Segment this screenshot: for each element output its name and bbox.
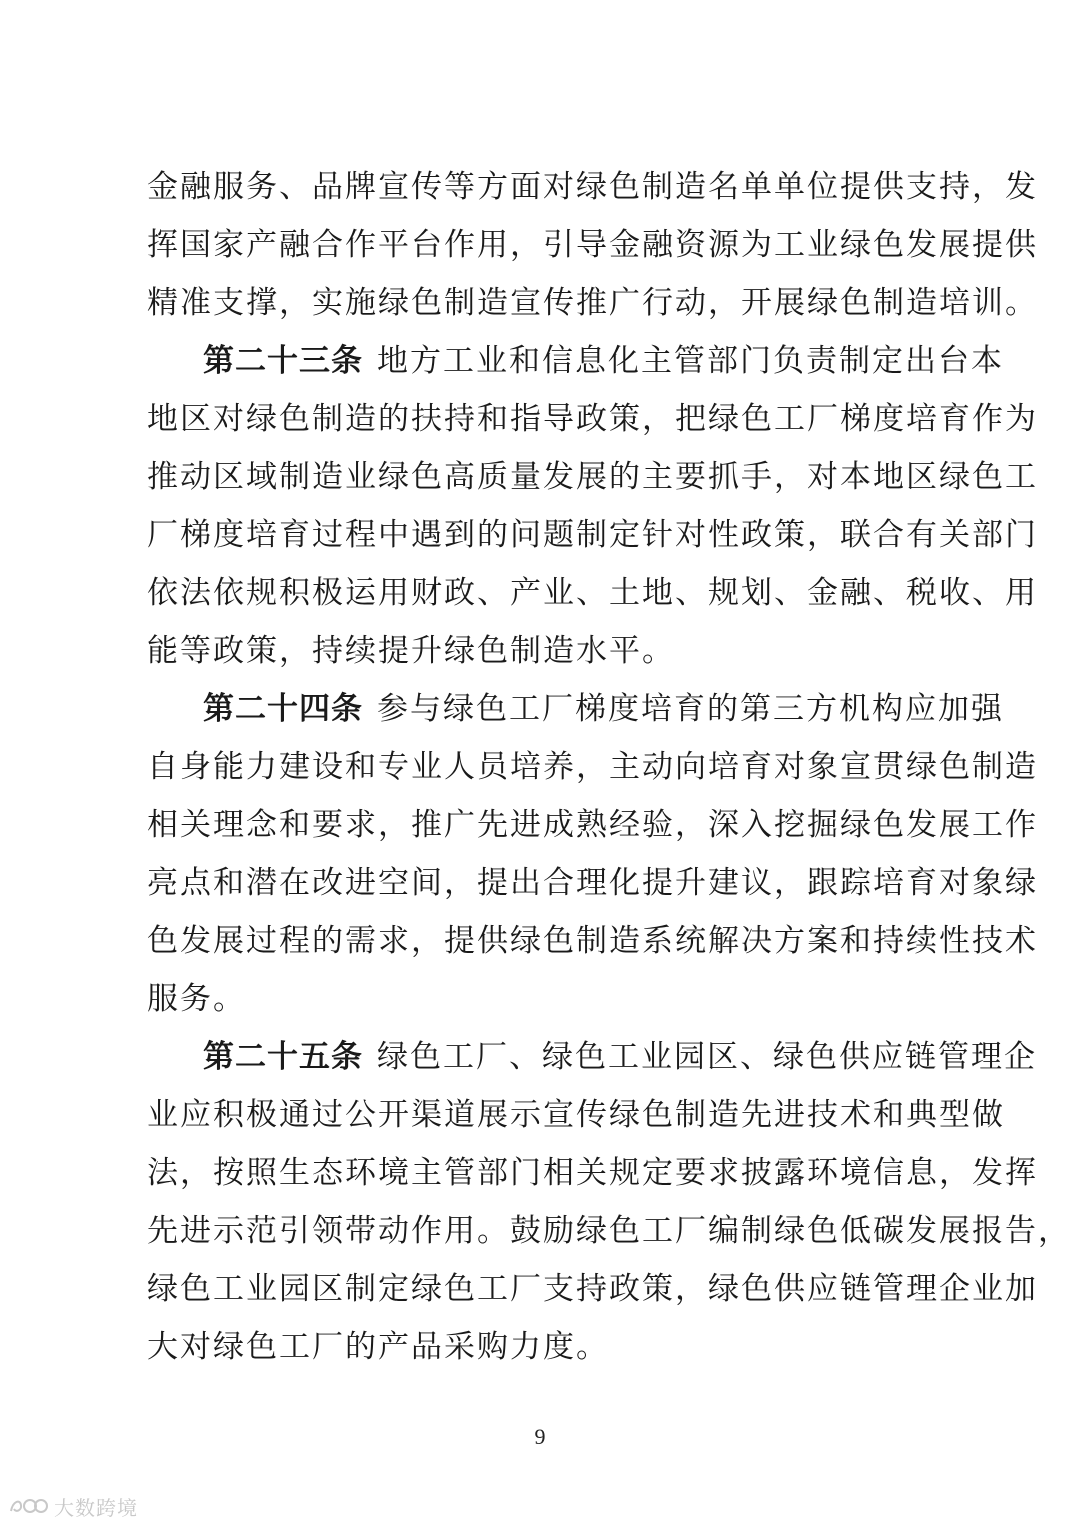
article-number: 第二十四条 bbox=[203, 691, 363, 727]
body-line bbox=[147, 1260, 1038, 1318]
body-line bbox=[147, 274, 1038, 332]
line-text: 色发展过程的需求，提供绿色制造系统解决方案和持续性技术 bbox=[147, 923, 1038, 959]
article-heading-line bbox=[147, 332, 1004, 390]
line-text: 挥国家产融合作平台作用，引导金融资源为工业绿色发展提供 bbox=[147, 227, 1038, 263]
article-heading-line bbox=[147, 1028, 1037, 1086]
line-text: 亮点和潜在改进空间，提出合理化提升建议，跟踪培育对象绿 bbox=[147, 865, 1038, 901]
line-text: 地区对绿色制造的扶持和指导政策，把绿色工厂梯度培育作为 bbox=[147, 401, 1038, 437]
body-line bbox=[147, 216, 1038, 274]
line-text: 服务。 bbox=[147, 981, 246, 1017]
body-line bbox=[147, 738, 1038, 796]
article-number: 第二十三条 bbox=[203, 343, 363, 379]
line-text: 自身能力建设和专业人员培养，主动向培育对象宣贯绿色制造 bbox=[147, 749, 1038, 785]
line-text: 先进示范引领带动作用。鼓励绿色工厂编制绿色低碳发展报告， bbox=[147, 1213, 1071, 1249]
line-text: 厂梯度培育过程中遇到的问题制定针对性政策，联合有关部门 bbox=[147, 517, 1038, 553]
brand-logo-icon bbox=[8, 1495, 48, 1517]
line-text: 相关理念和要求，推广先进成熟经验，深入挖掘绿色发展工作 bbox=[147, 807, 1038, 843]
line-text: 法，按照生态环境主管部门相关规定要求披露环境信息，发挥 bbox=[147, 1155, 1038, 1191]
body-line bbox=[147, 1144, 1038, 1202]
body-line bbox=[147, 1086, 1005, 1144]
line-text: 绿色工业园区制定绿色工厂支持政策，绿色供应链管理企业加 bbox=[147, 1271, 1038, 1307]
body-line bbox=[147, 622, 937, 680]
line-text: 依法依规积极运用财政、产业、土地、规划、金融、税收、用 bbox=[147, 575, 1038, 611]
body-line bbox=[147, 158, 1038, 216]
line-text: 参与绿色工厂梯度培育的第三方机构应加强 bbox=[377, 691, 1004, 727]
line-text: 推动区域制造业绿色高质量发展的主要抓手，对本地区绿色工 bbox=[147, 459, 1038, 495]
line-text: 地方工业和信息化主管部门负责制定出台本 bbox=[377, 343, 1004, 379]
line-text: 金融服务、品牌宣传等方面对绿色制造名单单位提供支持，发 bbox=[147, 169, 1038, 205]
body-line bbox=[147, 970, 937, 1028]
body-line bbox=[147, 390, 1038, 448]
body-line bbox=[147, 448, 1038, 506]
line-text: 绿色工厂、绿色工业园区、绿色供应链管理企 bbox=[377, 1039, 1037, 1075]
body-line bbox=[147, 1318, 937, 1376]
page-number: 9 bbox=[534, 1424, 546, 1449]
body-line bbox=[147, 796, 1038, 854]
article-heading-line bbox=[147, 680, 1004, 738]
line-text: 精准支撑，实施绿色制造宣传推广行动，开展绿色制造培训。 bbox=[147, 285, 1038, 321]
line-text: 业应积极通过公开渠道展示宣传绿色制造先进技术和典型做 bbox=[147, 1097, 1005, 1133]
body-line bbox=[147, 854, 1038, 912]
body-line bbox=[147, 564, 1038, 622]
document-body bbox=[147, 158, 1071, 1376]
line-text: 大对绿色工厂的产品采购力度。 bbox=[147, 1329, 609, 1365]
body-line bbox=[147, 1202, 1071, 1260]
body-line bbox=[147, 912, 1038, 970]
body-line bbox=[147, 506, 1038, 564]
watermark bbox=[8, 1493, 138, 1519]
article-number: 第二十五条 bbox=[203, 1039, 363, 1075]
line-text: 能等政策，持续提升绿色制造水平。 bbox=[147, 633, 675, 669]
watermark-text: 大数跨境 bbox=[54, 1495, 138, 1520]
